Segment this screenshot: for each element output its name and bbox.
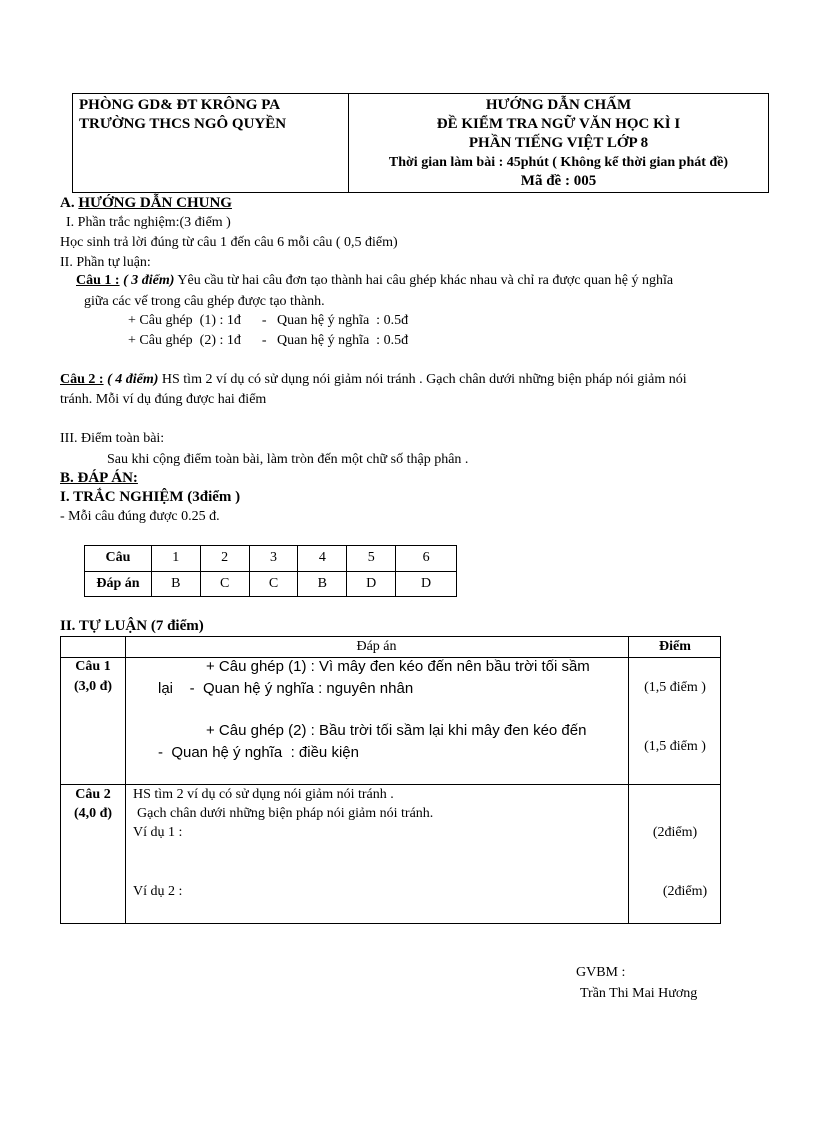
cau1-item2: + Câu ghép (2) : 1đ - Quan hệ ý nghĩa : 0.5đ bbox=[128, 333, 409, 348]
exam-code: Mã đề : 005 bbox=[520, 173, 597, 189]
mc-question: 4 bbox=[298, 546, 347, 572]
q2-line2: Gạch chân dưới những biện pháp nói giảm nói tránh. bbox=[137, 806, 434, 821]
q1-line3: + Câu ghép (2) : Bầu trời tối sầm lại khi mây đen kéo đến bbox=[206, 722, 587, 739]
mc-question: 6 bbox=[396, 546, 457, 572]
section-b-part1-note: - Mỗi câu đúng được 0.25 đ. bbox=[60, 509, 220, 524]
mc-answer: C bbox=[249, 571, 298, 597]
essay-table bbox=[60, 636, 721, 924]
part2-title: II. Phần tự luận: bbox=[60, 255, 151, 270]
cau1-item1: + Câu ghép (1) : 1đ - Quan hệ ý nghĩa : 0.5đ bbox=[128, 313, 409, 328]
part3-title: III. Điểm toàn bài: bbox=[60, 431, 165, 446]
cau1-points: ( 3 điểm) bbox=[123, 273, 175, 288]
q1-line4: - Quan hệ ý nghĩa : điều kiện bbox=[158, 744, 359, 761]
q1-score1: (1,5 điểm ) bbox=[644, 680, 706, 695]
section-b-part1-title: I. TRẮC NGHIỆM (3điểm ) bbox=[60, 489, 241, 505]
essay-header-answer: Đáp án bbox=[356, 639, 397, 654]
school-info bbox=[73, 94, 349, 192]
part3-text: Sau khi cộng điểm toàn bài, làm tròn đến một chữ số thập phân . bbox=[107, 452, 469, 467]
table-row bbox=[85, 571, 457, 597]
doc-title: HƯỚNG DẪN CHẤM bbox=[485, 97, 632, 113]
section-b-part2-title: II. TỰ LUẬN (7 điểm) bbox=[60, 618, 204, 634]
mc-answer: C bbox=[200, 571, 249, 597]
part1-text: Học sinh trả lời đúng từ câu 1 đến câu 6 mỗi câu ( 0,5 điểm) bbox=[60, 235, 398, 250]
cau2-text-a: HS tìm 2 ví dụ có sử dụng nói giảm nói tránh . Gạch chân dưới những biện pháp nói giảm nói bbox=[158, 372, 687, 387]
q1-line2: lại - Quan hệ ý nghĩa : nguyên nhân bbox=[158, 680, 414, 697]
q2-line1: HS tìm 2 ví dụ có sử dụng nói giảm nói tránh . bbox=[133, 787, 394, 802]
school-name: TRƯỜNG THCS NGÔ QUYỀN bbox=[79, 116, 287, 132]
table-divider bbox=[61, 784, 720, 785]
signature-role: GVBM : bbox=[576, 965, 626, 980]
mc-answer: D bbox=[347, 571, 396, 597]
mc-answer: B bbox=[298, 571, 347, 597]
mc-header-answer: Đáp án bbox=[85, 571, 152, 597]
header-box bbox=[72, 93, 769, 193]
exam-time: Thời gian làm bài : 45phút ( Không kể thời gian phát đề) bbox=[388, 155, 729, 170]
mc-question: 5 bbox=[347, 546, 396, 572]
section-a-title-text: HƯỚNG DẪN CHUNG bbox=[78, 195, 232, 211]
cau2-text-b: tránh. Mỗi ví dụ đúng được hai điểm bbox=[60, 392, 267, 407]
part1-title: I. Phần trắc nghiệm:(3 điểm ) bbox=[66, 215, 231, 230]
q1-score2: (1,5 điểm ) bbox=[644, 739, 706, 754]
mc-question: 1 bbox=[151, 546, 200, 572]
exam-info bbox=[349, 94, 768, 194]
cau2-paragraph bbox=[60, 372, 687, 388]
q2-line3: Ví dụ 1 : bbox=[133, 825, 183, 840]
section-a-title: A. HƯỚNG DẪN CHUNG bbox=[60, 195, 232, 211]
mc-question: 3 bbox=[249, 546, 298, 572]
cau2-points: ( 4 điểm) bbox=[107, 372, 159, 387]
q1-label: Câu 1 bbox=[75, 659, 111, 674]
q1-points: (3,0 đ) bbox=[73, 679, 113, 694]
mc-answer: D bbox=[396, 571, 457, 597]
table-divider bbox=[125, 637, 126, 923]
q2-line4: Ví dụ 2 : bbox=[133, 884, 183, 899]
q2-score1: (2điểm) bbox=[652, 825, 698, 840]
mc-answer: B bbox=[151, 571, 200, 597]
q2-score2: (2điểm) bbox=[662, 884, 708, 899]
q1-line1: + Câu ghép (1) : Vì mây đen kéo đến nên bầu trời tối sầm bbox=[206, 658, 590, 675]
school-department: PHÒNG GD& ĐT KRÔNG PA bbox=[79, 97, 281, 113]
exam-subtitle: PHẦN TIẾNG VIỆT LỚP 8 bbox=[468, 135, 649, 151]
q2-points: (4,0 đ) bbox=[73, 806, 113, 821]
cau1-paragraph bbox=[76, 273, 673, 289]
signature-name: Trần Thi Mai Hương bbox=[580, 986, 698, 1001]
cau1-label: Câu 1 : bbox=[76, 273, 120, 288]
cau1-text-a: Yêu cầu từ hai câu đơn tạo thành hai câu ghép khác nhau và chỉ ra được quan hệ ý nghĩa bbox=[174, 273, 674, 288]
essay-header-score: Điểm bbox=[659, 639, 691, 654]
mc-question: 2 bbox=[200, 546, 249, 572]
q2-label: Câu 2 bbox=[75, 787, 111, 802]
table-row bbox=[85, 546, 457, 572]
cau2-label: Câu 2 : bbox=[60, 372, 104, 387]
cau1-text-b: giữa các vế trong câu ghép được tạo thành. bbox=[84, 294, 325, 309]
multiple-choice-table bbox=[84, 545, 457, 597]
section-b-title: B. ĐÁP ÁN: bbox=[60, 470, 138, 486]
mc-header-question: Câu bbox=[85, 546, 152, 572]
exam-title: ĐỀ KIỂM TRA NGỮ VĂN HỌC KÌ I bbox=[436, 116, 681, 132]
